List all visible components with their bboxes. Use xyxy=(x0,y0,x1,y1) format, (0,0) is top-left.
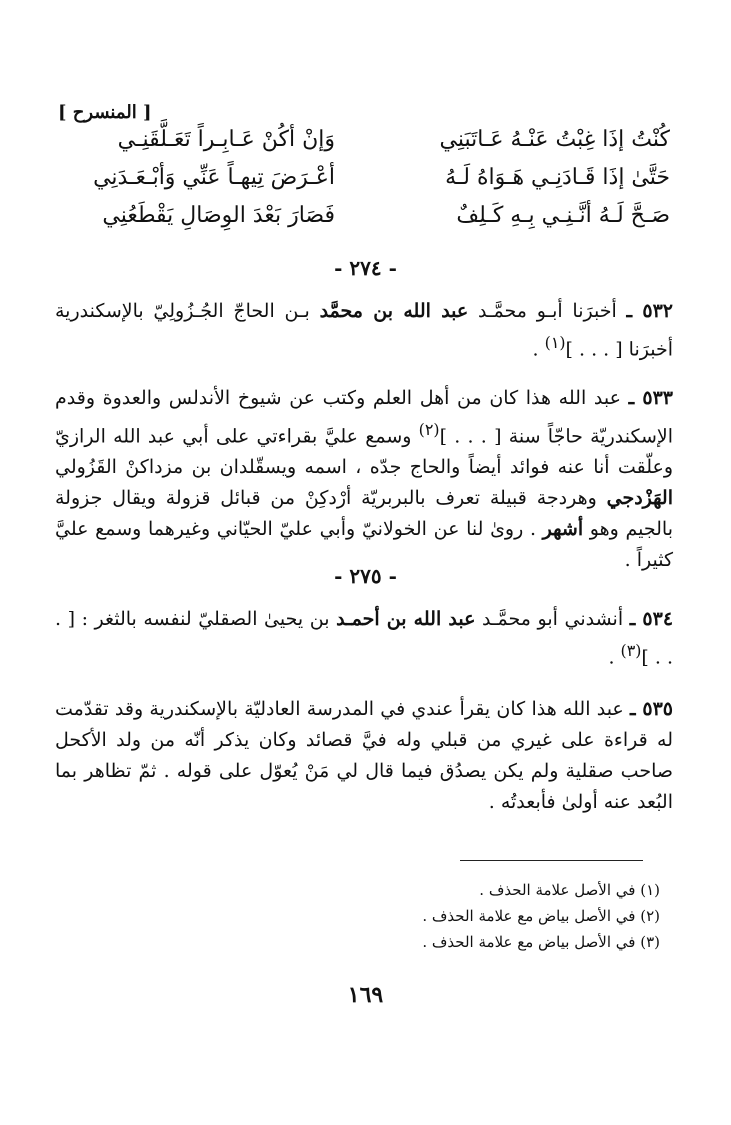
verse-line-3 xyxy=(50,199,670,233)
footnote-marker: (١) xyxy=(544,333,566,352)
entry-text: . روىٰ لنا عن الخولانيّ وأبي عليّ الحيّاني وغيرهما وسمع عليَّ كثيراً . xyxy=(55,518,673,572)
footnote-marker: (٣) xyxy=(620,641,642,660)
entry-number: ٥٣٤ ـ xyxy=(629,608,674,630)
entry-text: وهردجة قبيلة تعرف بالبربريّة أرْدكِنْ من قبائل قزولة ويقال جزولة بالجيم وهو xyxy=(55,487,673,541)
entry-534 xyxy=(55,604,673,673)
verse-2-second-hemistich: أعْـرَضَ تِيهـاً عَنِّي وَأبْـعَـدَنِي xyxy=(93,165,335,190)
footnote-separator xyxy=(460,860,643,861)
entry-number: ٥٣٣ ـ xyxy=(628,387,673,409)
entry-text: وسمع عليَّ بقراءتي على أبي عبد الله الرازيّ وعلّقت أنا عنه فوائد أيضاً والحاج جدّه ، اسمه ويسقّلدان بن مزداكنْ القَزُولي xyxy=(55,425,673,479)
entry-text: عبد الله هذا كان من أهل العلم وكتب عن شيوخ الأندلس والعدوة وقدم الإسكندريّة حاجّاً سنة [ . . . ] xyxy=(55,387,674,448)
entry-text: أخبرَنا أبـو محمَّـد xyxy=(478,300,617,322)
verse-line-1 xyxy=(50,123,670,157)
verse-1-first-hemistich: كُنْتُ إذَا غِبْتُ عَنْـهُ عَـاتَبَنِي xyxy=(439,127,670,152)
emphasized-word: أشهر xyxy=(542,518,584,541)
verse-3-first-hemistich: صَـحَّ لَـهُ أنَّـنِـي بِـهِ كَـلِفٌ xyxy=(456,203,670,228)
entry-number: ٥٣٥ ـ xyxy=(630,698,673,720)
verse-2-first-hemistich: حَتَّىٰ إذَا قَـادَنِـي هَـوَاهُ لَـهُ xyxy=(445,165,670,190)
entry-text: عبد الله هذا كان يقرأ عندي في المدرسة العادليّة بالإسكندرية وقد تقدّمت له قراءة على غيري من قبلي وله فيَّ قصائد وكان يذكر أنّه من ولد الأكحل صاحب صقلية ولم يكن يصدُق فيما قال لي مَنْ يُعوّل على قوله . ثمّ تظاهر بما البُعد عنه أولىٰ فأبعدتُه . xyxy=(55,698,673,813)
page-number: ١٦٩ xyxy=(347,982,384,1008)
entry-532 xyxy=(55,296,673,365)
entry-text: بـن الحاجّ الجُـزُولِيّ بالإسكندرية أخبرَنا [ . . . ] xyxy=(55,300,673,361)
footnote-marker: (٢) xyxy=(418,420,440,439)
entry-533 xyxy=(55,383,673,576)
person-name: عبد الله بن أحمـد xyxy=(336,608,476,630)
section-number-275: - ٢٧٥ - xyxy=(334,564,397,588)
tribe-name: الهَزْدجي xyxy=(606,487,673,510)
verse-line-2 xyxy=(50,161,670,195)
footnote-3: (٣) في الأصل بياض مع علامة الحذف . xyxy=(422,933,660,951)
entry-number: ٥٣٢ ـ xyxy=(626,300,673,322)
poem-meter-label: [ المنسرح ] xyxy=(58,102,152,123)
entry-text: بن يحيىٰ الصقليّ لنفسه بالثغر : [ . . . ] xyxy=(55,608,673,669)
verse-3-second-hemistich: فَصَارَ بَعْدَ الوِصَالِ يَقْطَعُنِي xyxy=(102,203,335,228)
person-name: عبد الله بن محمَّد xyxy=(319,300,469,322)
section-number-274: - ٢٧٤ - xyxy=(334,256,397,280)
footnote-2: (٢) في الأصل بياض مع علامة الحذف . xyxy=(422,907,660,925)
verse-1-second-hemistich: وَإنْ أكُنْ عَـابِـراً تَعَـلَّقَنِـي xyxy=(117,127,335,152)
entry-535 xyxy=(55,694,673,818)
entry-text: . xyxy=(532,338,545,361)
entry-text: أنشدني أبو محمَّـد xyxy=(482,608,624,630)
entry-text: . xyxy=(608,646,621,669)
footnote-1: (١) في الأصل علامة الحذف . xyxy=(479,881,660,899)
